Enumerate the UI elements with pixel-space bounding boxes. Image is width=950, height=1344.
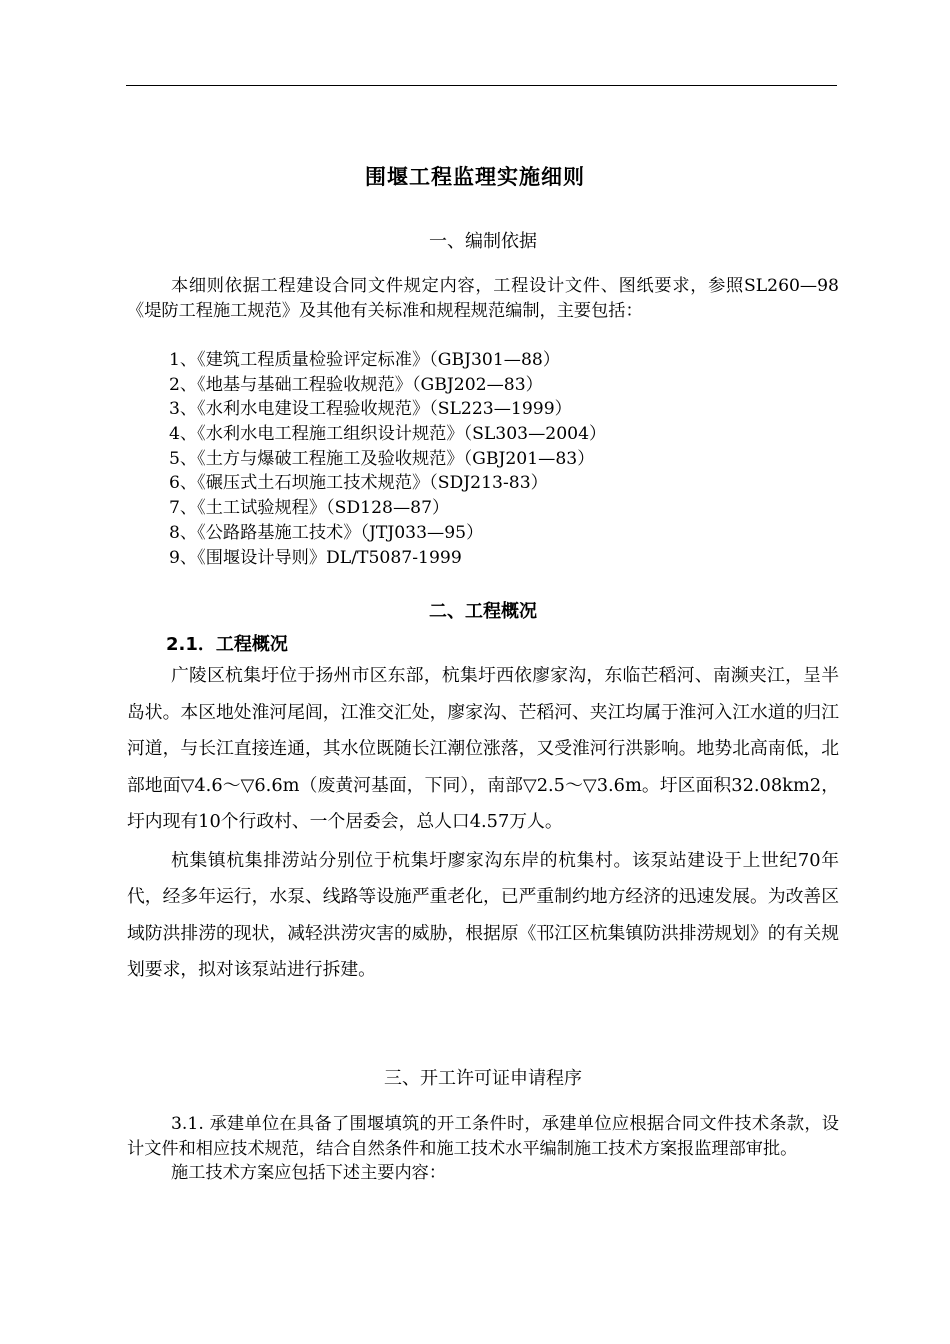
list-item: 5、《土方与爆破工程施工及验收规范》（GBJ201—83） (169, 448, 595, 469)
list-item: 7、《土工试验规程》（SD128—87） (169, 498, 450, 519)
list-item: 1、《建筑工程质量检验评定标准》（GBJ301—88） (169, 350, 561, 370)
section3-body (127, 1112, 839, 1186)
section3-paragraph-2: 施工技术方案应包括下述主要内容： (171, 1163, 447, 1183)
standards-list (169, 348, 606, 570)
list-item: 9、《围堰设计导则》DL/T5087-1999 (169, 547, 462, 568)
section1-intro-text: 本细则依据工程建设合同文件规定内容，工程设计文件、图纸要求，参照SL260—98《堤防工程施工规范》及其他有关标准和规程规范编制，主要包括： (127, 276, 839, 321)
section3-heading: 三、开工许可证申请程序 (384, 1068, 582, 1089)
section3-paragraph-1: 3.1. 承建单位在具备了围堰填筑的开工条件时，承建单位应根据合同文件技术条款，设计文件和相应技术规范，结合自然条件和施工技术水平编制施工技术方案报监理部审批。 (127, 1114, 839, 1159)
section1-intro (127, 274, 839, 323)
section2-body (127, 658, 839, 989)
section2-paragraph-2: 杭集镇杭集排涝站分别位于杭集圩廖家沟东岸的杭集村。该泵站建设于上世纪70年代，经多年运行，水泵、线路等设施严重老化，已严重制约地方经济的迅速发展。为改善区域防洪排涝的现状，减轻洪涝灾害的威胁，根据原《邗江区杭集镇防洪排涝规划》的有关规划要求，拟对该泵站进行拆建。 (127, 849, 839, 980)
section1-heading: 一、编制依据 (429, 231, 537, 252)
document-title: 围堰工程监理实施细则 (365, 165, 585, 189)
section2-heading: 二、工程概况 (429, 601, 537, 622)
list-item: 4、《水利水电工程施工组织设计规范》（SL303—2004） (169, 424, 607, 445)
section2-paragraph-1: 广陵区杭集圩位于扬州市区东部，杭集圩西依廖家沟，东临芒稻河、南濒夹江，呈半岛状。本区地处淮河尾闾，江淮交汇处，廖家沟、芒稻河、夹江均属于淮河入江水道的归江河道，与长江直接连通，其水位既随长江潮位涨落，又受淮河行洪影响。地势北高南低，北部地面▽4.6～▽6.6m（废黄河基面，下同），南部▽2.5～▽3.6m。圩区面积32.08km2，圩内现有10个行政村、一个居委会，总人口4.57万人。 (127, 665, 839, 832)
list-item: 2、《地基与基础工程验收规范》（GBJ202—83） (169, 374, 543, 395)
list-item: 8、《公路路基施工技术》（JTJ033—95） (169, 522, 484, 543)
section2-subheading: 2.1．工程概况 (166, 634, 288, 655)
header-rule (126, 85, 837, 86)
list-item: 6、《碾压式土石坝施工技术规范》（SDJ213-83） (169, 473, 548, 494)
list-item: 3、《水利水电建设工程验收规范》（SL223—1999） (169, 399, 572, 420)
